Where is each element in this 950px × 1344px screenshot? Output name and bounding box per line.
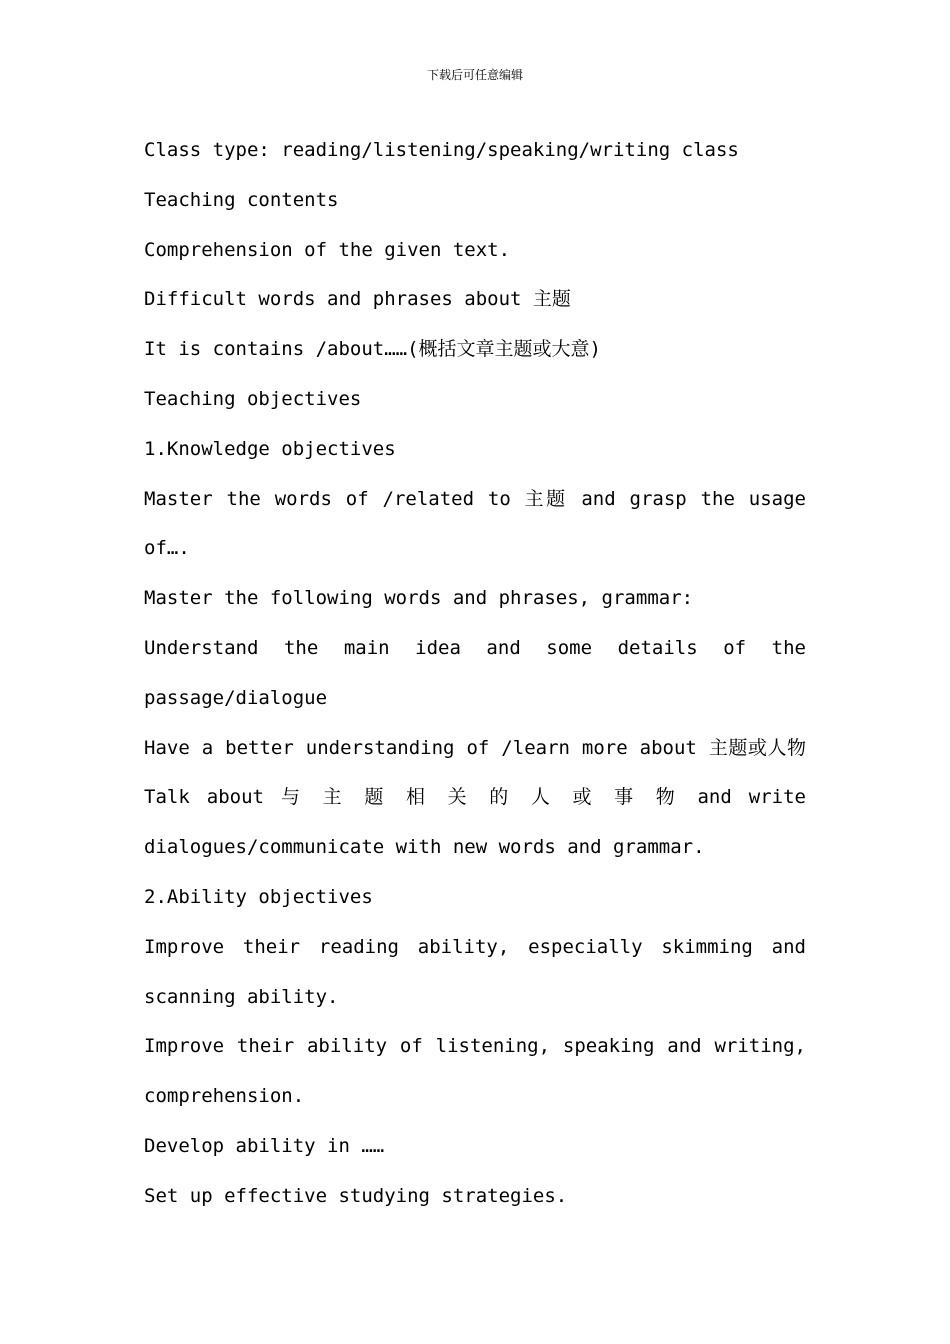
text-line-difficult-words: Difficult words and phrases about 主题: [144, 288, 571, 311]
text-line-develop-ability: Develop ability in ……: [144, 1134, 385, 1157]
text-line-teaching-objectives: Teaching objectives: [144, 387, 362, 410]
text-line-master-words: Master the words of /related to 主题 and grasp the usage: [144, 487, 806, 510]
text-line-dialogues-communicate: dialogues/communicate with new words and grammar.: [144, 836, 705, 859]
page-header: 下载后可任意编辑: [426, 68, 523, 82]
text-line-passage-dialogue: passage/dialogue: [144, 686, 328, 709]
text-line-class-type: Class type: reading/listening/speaking/writing class: [144, 139, 739, 161]
text-line-teaching-contents: Teaching contents: [144, 188, 339, 211]
text-line-comprehension: Comprehension of the given text.: [144, 238, 511, 261]
text-line-improve-reading: Improve their reading ability, especially skimming and: [144, 935, 806, 958]
text-line-knowledge-objectives: 1.Knowledge objectives: [144, 437, 396, 460]
text-line-usage-of: of….: [144, 537, 190, 560]
text-line-study-strategies: Set up effective studying strategies.: [144, 1184, 568, 1207]
text-line-scanning-ability: scanning ability.: [144, 985, 339, 1008]
text-line-better-understanding: Have a better understanding of /learn more about 主题或人物: [144, 736, 806, 759]
text-line-comprehension-end: comprehension.: [144, 1085, 305, 1108]
document-body: [144, 126, 806, 1222]
text-line-improve-listening: Improve their ability of listening, speaking and writing,: [144, 1035, 806, 1058]
text-line-ability-objectives: 2.Ability objectives: [144, 885, 373, 908]
text-line-contains-about: It is contains /about……(概括文章主题或大意): [144, 338, 601, 361]
text-line-talk-about: Talk about 与 主 题 相 关 的 人 或 事 物 and write: [144, 786, 806, 809]
text-line-understand-main-idea: Understand the main idea and some details of the: [144, 636, 806, 659]
text-line-master-following: Master the following words and phrases, grammar:: [144, 587, 694, 610]
